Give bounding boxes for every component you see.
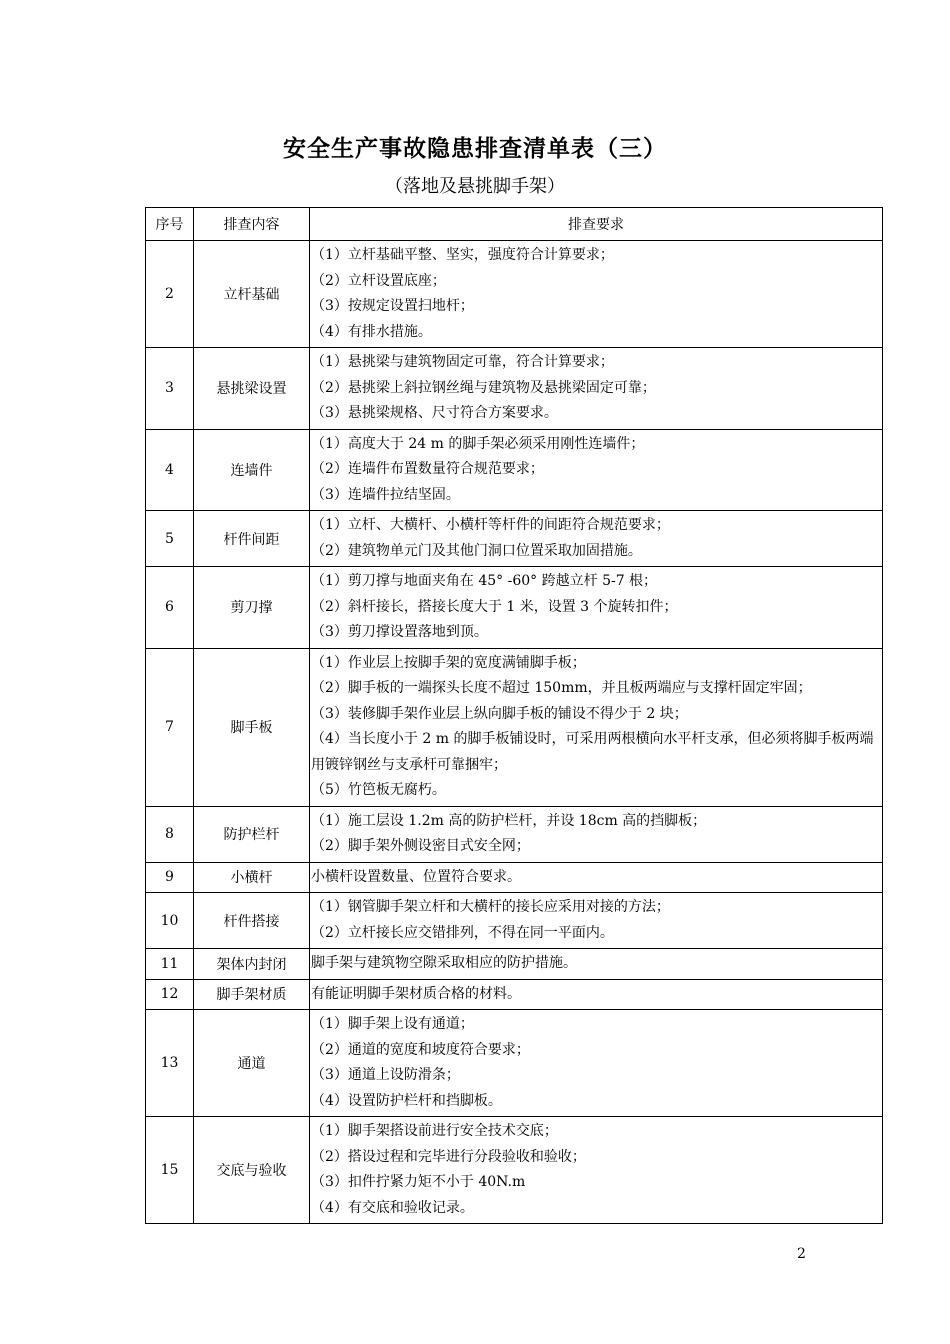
row-number: 15 <box>146 1117 194 1224</box>
requirement-line: （3）通道上设防滑条； <box>311 1067 460 1083</box>
requirement-line: （4）设置防护栏杆和挡脚板。 <box>311 1092 502 1109</box>
requirement-line: （4）有排水措施。 <box>311 323 432 340</box>
table-row <box>146 862 883 893</box>
document-subtitle: （落地及悬挑脚手架） <box>385 176 565 197</box>
requirement-line: （1）立杆基础平整、坚实，强度符合计算要求； <box>311 247 614 263</box>
table-row <box>146 567 883 649</box>
table-row <box>146 429 883 511</box>
row-requirements <box>310 648 883 806</box>
requirement-line: （1）悬挑梁与建筑物固定可靠，符合计算要求； <box>311 354 614 370</box>
row-number: 10 <box>146 893 194 949</box>
row-item: 杆件间距 <box>194 511 310 567</box>
table-row <box>146 648 883 806</box>
row-item: 防护栏杆 <box>194 806 310 862</box>
requirement-line: （5）竹笆板无腐朽。 <box>311 782 446 798</box>
requirement-line: （1）脚手架上设有通道； <box>311 1016 474 1032</box>
requirement-line: （2）搭设过程和完毕进行分段验收和验收； <box>311 1148 586 1165</box>
table-row <box>146 979 883 1010</box>
document-title: 安全生产事故隐患排查清单表（三） <box>283 136 667 162</box>
row-requirements <box>310 241 883 348</box>
row-requirements <box>310 893 883 949</box>
requirement-line: （2）连墙件布置数量符合规范要求； <box>311 461 544 477</box>
requirement-line: （3）剪刀撑设置落地到顶。 <box>311 624 488 640</box>
row-requirements <box>310 567 883 649</box>
requirement-line: （3）按规定设置扫地杆； <box>311 298 474 314</box>
requirement-line: （4）当长度小于 2 m 的脚手板铺设时，可采用两根横向水平杆支承，但必须将脚手板两端用镀锌钢丝与支承杆可靠捆牢； <box>311 731 874 773</box>
table-header-row <box>146 208 883 241</box>
table-row <box>146 241 883 348</box>
requirement-line: （1）作业层上按脚手架的宽度满铺脚手板； <box>311 654 586 671</box>
requirement-line: （2）悬挑梁上斜拉钢丝绳与建筑物及悬挑梁固定可靠； <box>311 379 656 396</box>
table-row <box>146 893 883 949</box>
requirement-line: （1）剪刀撑与地面夹角在 45° -60° 跨越立杆 5-7 根； <box>311 573 658 589</box>
requirement-line: 脚手架与建筑物空隙采取相应的防护措施。 <box>311 955 577 971</box>
requirement-line: （2）脚手架外侧设密目式安全网； <box>311 838 530 854</box>
header-num: 序号 <box>146 208 194 241</box>
row-requirements <box>310 1117 883 1224</box>
requirement-line: 有能证明脚手架材质合格的材料。 <box>311 985 521 1002</box>
requirement-line: （1）立杆、大横杆、小横杆等杆件的间距符合规范要求； <box>311 517 670 533</box>
row-item: 交底与验收 <box>194 1117 310 1224</box>
row-item: 悬挑梁设置 <box>194 348 310 430</box>
row-item: 通道 <box>194 1010 310 1117</box>
table-row <box>146 511 883 567</box>
row-number: 13 <box>146 1010 194 1117</box>
requirement-line: （1）高度大于 24 m 的脚手架必须采用刚性连墙件； <box>311 435 645 452</box>
table-row <box>146 348 883 430</box>
row-item: 小横杆 <box>194 862 310 893</box>
row-number: 5 <box>146 511 194 567</box>
requirement-line: （2）立杆接长应交错排列，不得在同一平面内。 <box>311 924 614 941</box>
row-number: 6 <box>146 567 194 649</box>
inspection-table <box>145 207 883 1224</box>
row-number: 9 <box>146 862 194 893</box>
row-number: 12 <box>146 979 194 1010</box>
requirement-line: （2）立杆设置底座； <box>311 272 446 289</box>
table-row <box>146 806 883 862</box>
requirement-line: （2）通道的宽度和坡度符合要求； <box>311 1041 530 1058</box>
requirement-line: （1）施工层设 1.2m 高的防护栏杆，并设 18cm 高的挡脚板； <box>311 812 707 829</box>
table-body <box>146 241 883 1224</box>
row-number: 2 <box>146 241 194 348</box>
row-item: 脚手板 <box>194 648 310 806</box>
requirement-line: （3）装修脚手架作业层上纵向脚手板的铺设不得少于 2 块； <box>311 705 688 722</box>
row-item: 脚手架材质 <box>194 979 310 1010</box>
table-row <box>146 949 883 980</box>
row-item: 杆件搭接 <box>194 893 310 949</box>
row-requirements <box>310 979 883 1010</box>
requirement-line: （3）扣件拧紧力矩不小于 40N.m <box>311 1174 526 1190</box>
row-number: 8 <box>146 806 194 862</box>
row-requirements <box>310 862 883 893</box>
row-requirements <box>310 348 883 430</box>
page-number: 2 <box>797 1246 806 1262</box>
requirement-line: （4）有交底和验收记录。 <box>311 1199 474 1216</box>
requirement-line: （2）斜杆接长，搭接长度大于 1 米，设置 3 个旋转扣件； <box>311 598 678 615</box>
table-row <box>146 1117 883 1224</box>
requirement-line: （1）脚手架搭设前进行安全技术交底； <box>311 1123 558 1139</box>
row-number: 3 <box>146 348 194 430</box>
row-number: 4 <box>146 429 194 511</box>
row-requirements <box>310 511 883 567</box>
table-row <box>146 1010 883 1117</box>
row-item: 架体内封闭 <box>194 949 310 980</box>
row-requirements <box>310 429 883 511</box>
requirement-line: （2）脚手板的一端探头长度不超过 150mm，并且板两端应与支撑杆固定牢固； <box>311 680 812 696</box>
row-requirements <box>310 949 883 980</box>
header-req: 排查要求 <box>310 208 883 241</box>
row-item: 立杆基础 <box>194 241 310 348</box>
row-number: 11 <box>146 949 194 980</box>
row-requirements <box>310 1010 883 1117</box>
requirement-line: （1）钢管脚手架立杆和大横杆的接长应采用对接的方法； <box>311 899 670 915</box>
requirement-line: （2）建筑物单元门及其他门洞口位置采取加固措施。 <box>311 542 642 559</box>
row-number: 7 <box>146 648 194 806</box>
requirement-line: （3）连墙件拉结坚固。 <box>311 486 460 503</box>
row-item: 连墙件 <box>194 429 310 511</box>
requirement-line: 小横杆设置数量、位置符合要求。 <box>311 868 521 885</box>
row-item: 剪刀撑 <box>194 567 310 649</box>
row-requirements <box>310 806 883 862</box>
requirement-line: （3）悬挑梁规格、尺寸符合方案要求。 <box>311 405 558 421</box>
header-item: 排查内容 <box>194 208 310 241</box>
